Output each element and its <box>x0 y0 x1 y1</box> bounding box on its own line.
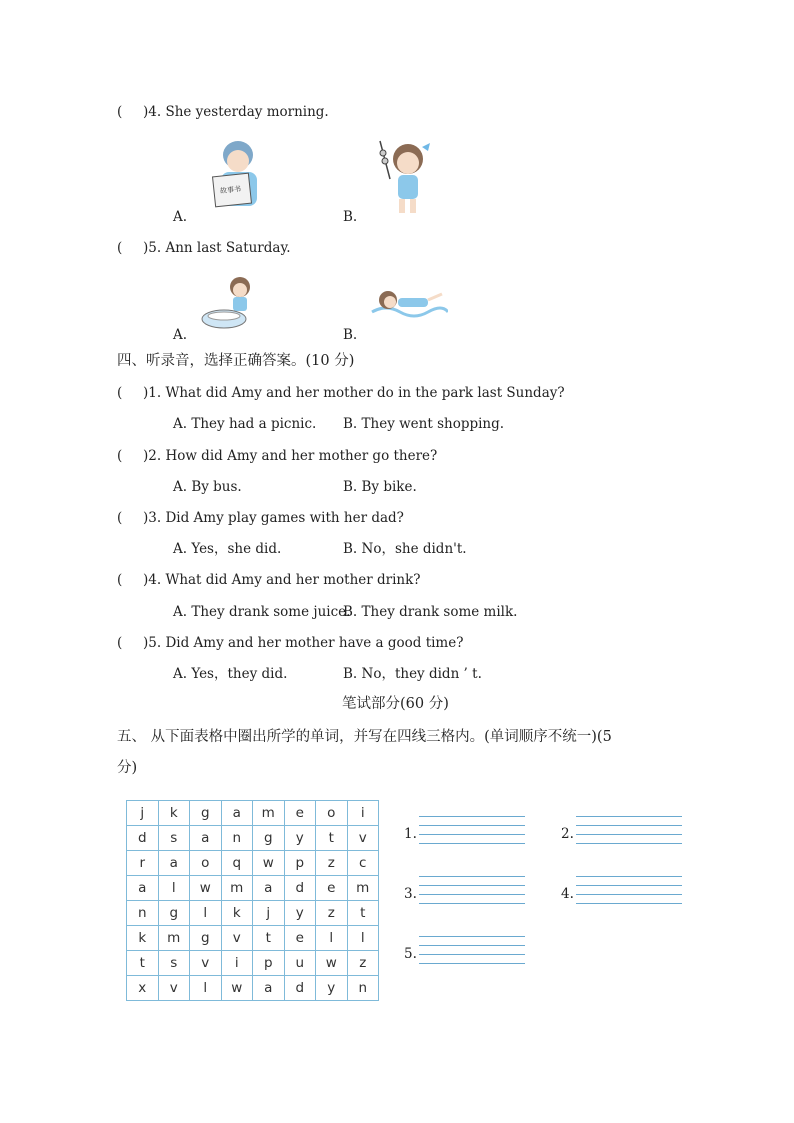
grid-cell[interactable]: k <box>158 801 190 826</box>
grid-row <box>127 876 379 901</box>
answer-label-5: 5. <box>404 946 417 962</box>
grid-cell[interactable]: j <box>127 801 159 826</box>
q5-option-a: A. <box>173 327 188 343</box>
grid-cell[interactable]: s <box>158 826 190 851</box>
grid-cell[interactable]: d <box>127 826 159 851</box>
grid-cell[interactable]: i <box>347 801 379 826</box>
answer-paren-q4[interactable]: ( <box>117 104 123 120</box>
writing-lines-1[interactable] <box>419 816 525 852</box>
answer-label-1: 1. <box>404 826 417 842</box>
grid-cell[interactable]: l <box>158 876 190 901</box>
grid-cell[interactable]: g <box>253 826 285 851</box>
grid-cell[interactable]: s <box>158 951 190 976</box>
question-text: )3. Did Amy play games with her dad? <box>143 510 404 526</box>
svg-text:故事书: 故事书 <box>219 185 242 196</box>
grid-cell[interactable]: w <box>190 876 222 901</box>
grid-cell[interactable]: a <box>221 801 253 826</box>
option-b: B. They drank some milk. <box>343 604 518 620</box>
grid-row <box>127 976 379 1001</box>
grid-cell[interactable]: v <box>158 976 190 1001</box>
grid-cell[interactable]: n <box>347 976 379 1001</box>
option-b: B. By bike. <box>343 479 417 495</box>
option-a: A. They drank some juice. <box>173 604 351 620</box>
grid-cell[interactable]: d <box>284 876 316 901</box>
grid-cell[interactable]: t <box>253 926 285 951</box>
grid-cell[interactable]: g <box>158 901 190 926</box>
grid-cell[interactable]: g <box>190 801 222 826</box>
writing-lines-3[interactable] <box>419 876 525 912</box>
boy-reading-picture <box>205 137 267 217</box>
grid-cell[interactable]: l <box>316 926 348 951</box>
option-a: A. Yes，she did. <box>173 541 282 557</box>
writing-lines-5[interactable] <box>419 936 525 972</box>
grid-cell[interactable]: q <box>221 851 253 876</box>
grid-row <box>127 926 379 951</box>
grid-cell[interactable]: z <box>347 951 379 976</box>
grid-cell[interactable]: w <box>221 976 253 1001</box>
option-a: A. By bus. <box>173 479 242 495</box>
writing-lines-4[interactable] <box>576 876 682 912</box>
written-part-title: 笔试部分(60 分) <box>342 696 449 712</box>
grid-cell[interactable]: o <box>190 851 222 876</box>
grid-cell[interactable]: r <box>127 851 159 876</box>
grid-row <box>127 801 379 826</box>
writing-lines-2[interactable] <box>576 816 682 852</box>
grid-cell[interactable]: p <box>253 951 285 976</box>
answer-paren[interactable]: ( <box>117 635 123 651</box>
grid-cell[interactable]: t <box>127 951 159 976</box>
grid-cell[interactable]: m <box>253 801 285 826</box>
option-b: B. No，she didn't. <box>343 541 467 557</box>
grid-cell[interactable]: v <box>190 951 222 976</box>
grid-cell[interactable]: l <box>190 976 222 1001</box>
answer-label-3: 3. <box>404 886 417 902</box>
answer-paren[interactable]: ( <box>117 510 123 526</box>
grid-cell[interactable]: z <box>316 901 348 926</box>
grid-cell[interactable]: w <box>253 851 285 876</box>
grid-cell[interactable]: i <box>221 951 253 976</box>
grid-cell[interactable]: j <box>253 901 285 926</box>
grid-cell[interactable]: p <box>284 851 316 876</box>
option-b: B. They went shopping. <box>343 416 505 432</box>
answer-paren-q5[interactable]: ( <box>117 240 123 256</box>
grid-cell[interactable]: w <box>316 951 348 976</box>
grid-cell[interactable]: e <box>316 876 348 901</box>
word-search-grid <box>126 800 379 1001</box>
grid-cell[interactable]: m <box>347 876 379 901</box>
grid-cell[interactable]: a <box>253 876 285 901</box>
answer-label-2: 2. <box>561 826 574 842</box>
grid-cell[interactable]: a <box>127 876 159 901</box>
grid-cell[interactable]: u <box>284 951 316 976</box>
grid-cell[interactable]: n <box>127 901 159 926</box>
q4-option-a: A. <box>173 209 188 225</box>
grid-cell[interactable]: y <box>284 901 316 926</box>
question-q4-text: )4. She yesterday morning. <box>143 104 329 120</box>
question-text: )4. What did Amy and her mother drink? <box>143 572 421 588</box>
section4-title: 四、听录音，选择正确答案。(10 分) <box>117 353 355 369</box>
grid-cell[interactable]: t <box>316 826 348 851</box>
grid-cell[interactable]: z <box>316 851 348 876</box>
grid-cell[interactable]: v <box>347 826 379 851</box>
option-a: A. They had a picnic. <box>173 416 317 432</box>
answer-label-4: 4. <box>561 886 574 902</box>
grid-cell[interactable]: c <box>347 851 379 876</box>
grid-cell[interactable]: e <box>284 801 316 826</box>
q5-option-b: B. <box>343 327 358 343</box>
grid-cell[interactable]: k <box>221 901 253 926</box>
q4-option-b: B. <box>343 209 358 225</box>
grid-cell[interactable]: m <box>221 876 253 901</box>
section5-title-line1: 五、 从下面表格中圈出所学的单词，并写在四线三格内。(单词顺序不统一)(5 <box>117 729 612 745</box>
grid-cell[interactable]: n <box>221 826 253 851</box>
option-a: A. Yes，they did. <box>173 666 288 682</box>
grid-row <box>127 851 379 876</box>
grid-cell[interactable]: a <box>190 826 222 851</box>
grid-cell[interactable]: x <box>127 976 159 1001</box>
grid-cell[interactable]: l <box>190 901 222 926</box>
grid-cell[interactable]: k <box>127 926 159 951</box>
grid-cell[interactable]: o <box>316 801 348 826</box>
washing-clothes-picture <box>200 275 262 333</box>
grid-cell[interactable]: y <box>316 976 348 1001</box>
question-text: )5. Did Amy and her mother have a good time? <box>143 635 464 651</box>
option-b: B. No，they didn ’ t. <box>343 666 482 682</box>
question-text: )1. What did Amy and her mother do in the park last Sunday? <box>143 385 565 401</box>
grid-row <box>127 901 379 926</box>
grid-cell[interactable]: d <box>284 976 316 1001</box>
grid-cell[interactable]: m <box>158 926 190 951</box>
question-text: )2. How did Amy and her mother go there? <box>143 448 438 464</box>
grid-row <box>127 826 379 851</box>
grid-cell[interactable]: t <box>347 901 379 926</box>
section5-title-line2: 分) <box>117 760 138 776</box>
grid-row <box>127 951 379 976</box>
swimming-picture <box>368 280 448 324</box>
girl-with-kebab-picture <box>372 137 442 217</box>
grid-cell[interactable]: v <box>221 926 253 951</box>
grid-cell[interactable]: l <box>347 926 379 951</box>
grid-cell[interactable]: a <box>253 976 285 1001</box>
answer-paren[interactable]: ( <box>117 572 123 588</box>
grid-cell[interactable]: e <box>284 926 316 951</box>
answer-paren[interactable]: ( <box>117 385 123 401</box>
grid-cell[interactable]: y <box>284 826 316 851</box>
question-q5-text: )5. Ann last Saturday. <box>143 240 291 256</box>
grid-cell[interactable]: a <box>158 851 190 876</box>
answer-paren[interactable]: ( <box>117 448 123 464</box>
grid-cell[interactable]: g <box>190 926 222 951</box>
